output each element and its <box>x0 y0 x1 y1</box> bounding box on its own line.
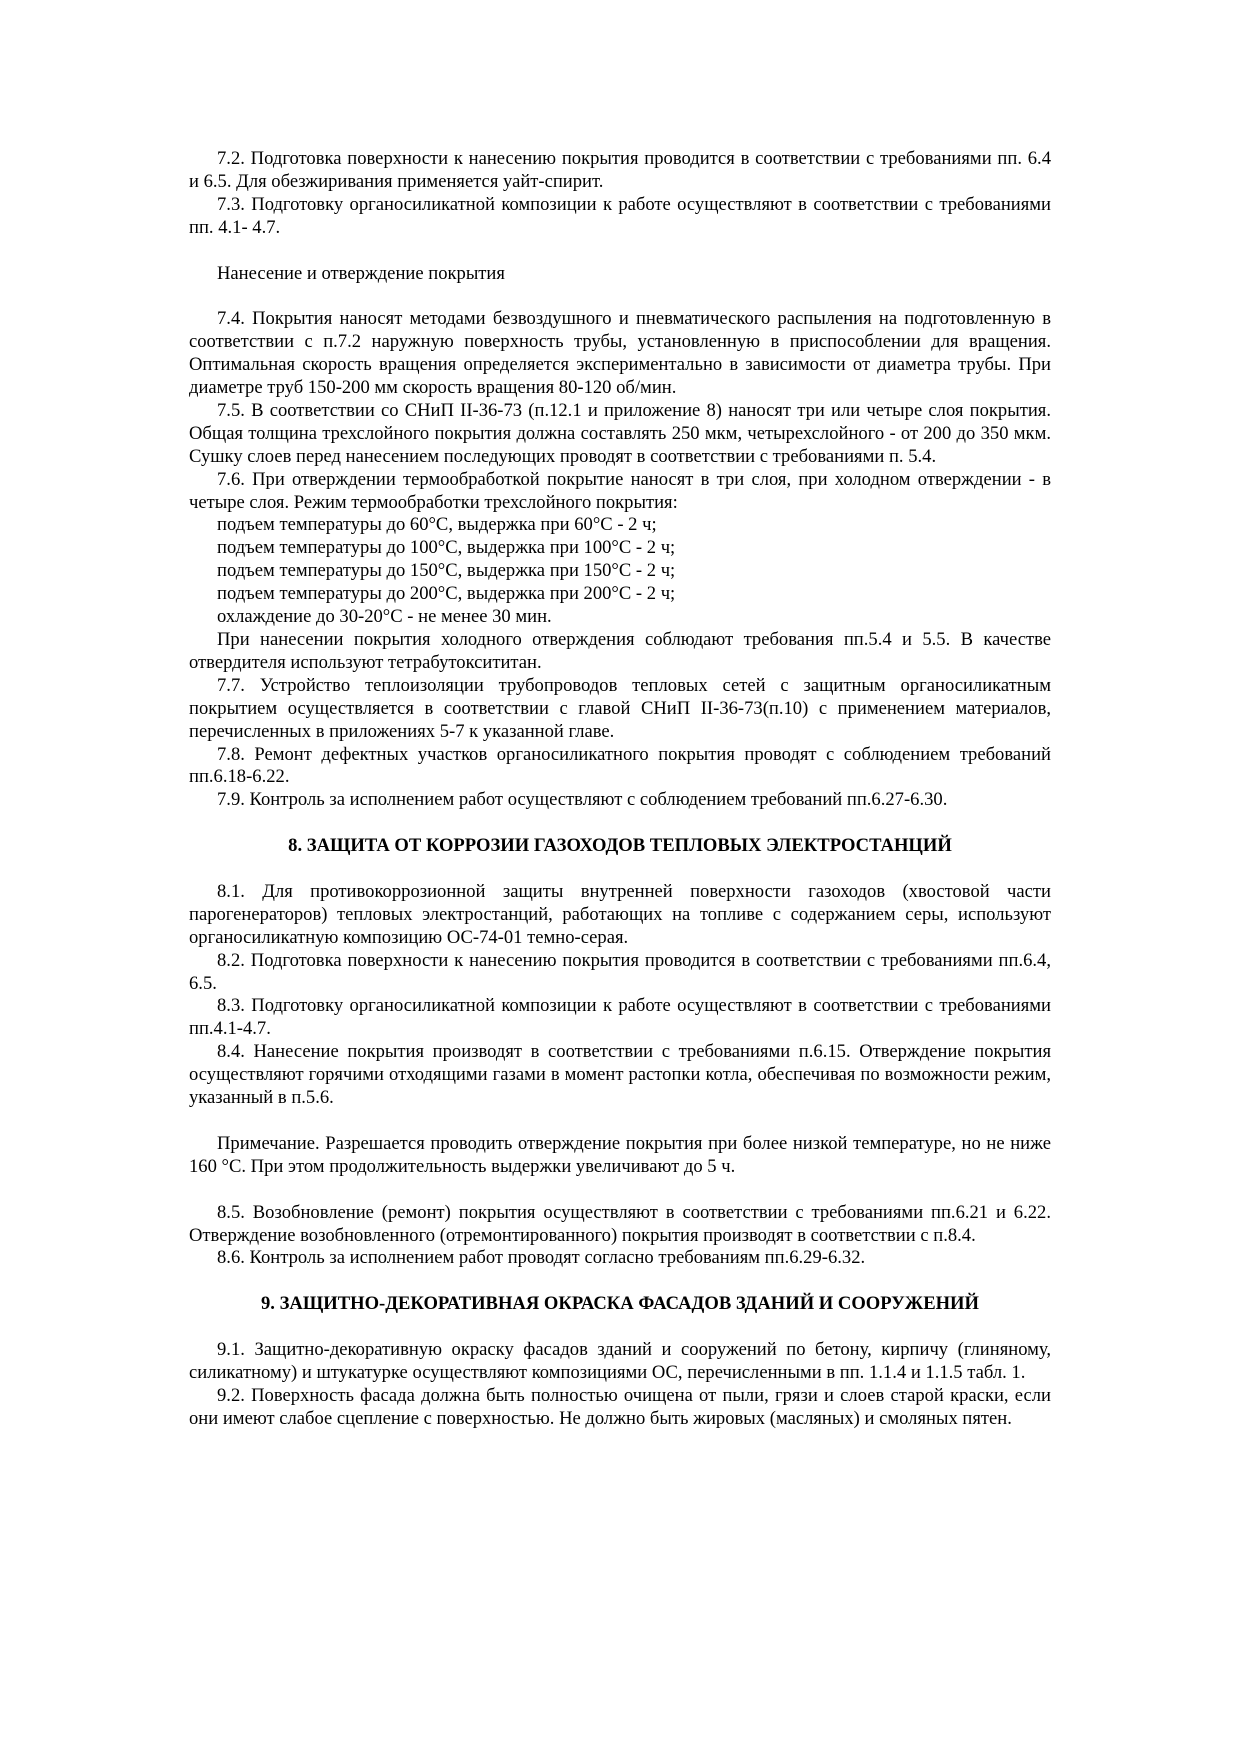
paragraph-8-1: 8.1. Для противокоррозионной защиты внутренней поверхности газоходов (хвостовой части парогенераторов) тепловых электростанций, работающих на топливе с содержанием серы, используют органосиликатную композицию ОС-74-01 темно-серая. <box>189 880 1051 948</box>
paragraph-7-7: 7.7. Устройство теплоизоляции трубопроводов тепловых сетей с защитным органосиликатным покрытием осуществляется в соответствии с главой СНиП II-36-73(п.10) с применением материалов, перечисленных в приложениях 5-7 к указанной главе. <box>189 674 1051 742</box>
spacer <box>189 812 1051 835</box>
regime-line-4: подъем температуры до 200°С, выдержка при 200°С - 2 ч; <box>217 583 676 605</box>
note-paragraph: Примечание. Разрешается проводить отверждение покрытия при более низкой температуре, но не ниже 160 °С. При этом продолжительность выдержки увеличивают до 5 ч. <box>189 1132 1051 1177</box>
paragraph-7-8: 7.8. Ремонт дефектных участков органосиликатного покрытия проводят с соблюдением требований пп.6.18-6.22. <box>189 743 1051 788</box>
spacer <box>189 1270 1051 1293</box>
paragraph-7-3: 7.3. Подготовку органосиликатной композиции к работе осуществляют в соответствии с требованиями пп. 4.1- 4.7. <box>189 193 1051 238</box>
paragraph-cold-curing: При нанесении покрытия холодного отверждения соблюдают требования пп.5.4 и 5.5. В качестве отвердителя используют тетрабутоксититан. <box>189 629 1051 673</box>
paragraph-9-2: 9.2. Поверхность фасада должна быть полностью очищена от пыли, грязи и слоев старой краски, если они имеют слабое сцепление с поверхностью. Не должно быть жировых (масляных) и смоляных пятен. <box>189 1384 1051 1429</box>
spacer <box>189 1316 1051 1339</box>
paragraph-7-9: 7.9. Контроль за исполнением работ осуществляют с соблюдением требований пп.6.27-6.30. <box>217 789 948 811</box>
paragraph-7-2: 7.2. Подготовка поверхности к нанесению покрытия проводится в соответствии с требованиями пп. 6.4 и 6.5. Для обезжиривания применяется уайт-спирит. <box>189 148 1051 192</box>
paragraph-8-5: 8.5. Возобновление (ремонт) покрытия осуществляют в соответствии с требованиями пп.6.21 и 6.22. Отверждение возобновленного (отремонтированного) покрытия производят в соответствии с п.8.4. <box>189 1201 1051 1246</box>
paragraph-7-5: 7.5. В соответствии со СНиП II-36-73 (п.12.1 и приложение 8) наносят три или четыре слоя покрытия. Общая толщина трехслойного покрытия должна составлять 250 мкм, четырехслойного - от 200 до 350 мкм. Сушку слоев перед нанесением последующих проводят в соответствии с требованиями п. 5.4. <box>189 399 1051 467</box>
spacer <box>189 285 1051 308</box>
regime-line-3: подъем температуры до 150°С, выдержка при 150°С - 2 ч; <box>217 560 676 582</box>
section-8-heading: 8. ЗАЩИТА ОТ КОРРОЗИИ ГАЗОХОДОВ ТЕПЛОВЫХ ЭЛЕКТРОСТАНЦИЙ <box>288 835 952 857</box>
document-page <box>189 148 1051 1431</box>
subheading-application: Нанесение и отверждение покрытия <box>217 262 505 284</box>
paragraph-8-2: 8.2. Подготовка поверхности к нанесению покрытия проводится в соответствии с требованиями пп.6.4, 6.5. <box>189 949 1051 994</box>
regime-line-5: охлаждение до 30-20°С - не менее 30 мин. <box>217 606 552 628</box>
paragraph-7-6: 7.6. При отверждении термообработкой покрытие наносят в три слоя, при холодном отверждении - в четыре слоя. Режим термообработки трехслойного покрытия: <box>189 468 1051 513</box>
spacer <box>189 1110 1051 1133</box>
regime-line-1: подъем температуры до 60°С, выдержка при 60°С - 2 ч; <box>217 514 657 536</box>
paragraph-8-3: 8.3. Подготовку органосиликатной композиции к работе осуществляют в соответствии с требованиями пп.4.1-4.7. <box>189 995 1051 1040</box>
regime-line-2: подъем температуры до 100°С, выдержка при 100°С - 2 ч; <box>217 537 676 559</box>
section-9-heading: 9. ЗАЩИТНО-ДЕКОРАТИВНАЯ ОКРАСКА ФАСАДОВ ЗДАНИЙ И СООРУЖЕНИЙ <box>261 1293 979 1315</box>
paragraph-9-1: 9.1. Защитно-декоративную окраску фасадов зданий и сооружений по бетону, кирпичу (глиняному, силикатному) и штукатурке осуществляют композициями ОС, перечисленными в пп. 1.1.4 и 1.1.5 табл. 1. <box>189 1339 1051 1383</box>
spacer <box>189 240 1051 263</box>
spacer <box>189 858 1051 881</box>
paragraph-7-4: 7.4. Покрытия наносят методами безвоздушного и пневматического распыления на подготовленную в соответствии с п.7.2 наружную поверхность трубы, установленную в приспособлении для вращения. Оптимальная скорость вращения определяется экспериментально в зависимости от диаметра трубы. При диаметре труб 150-200 мм скорость вращения 80-120 об/мин. <box>189 308 1051 399</box>
paragraph-8-4: 8.4. Нанесение покрытия производят в соответствии с требованиями п.6.15. Отверждение покрытия осуществляют горячими отходящими газами в момент растопки котла, обеспечивая по возможности режим, указанный в п.5.6. <box>189 1041 1051 1109</box>
paragraph-8-6: 8.6. Контроль за исполнением работ проводят согласно требованиям пп.6.29-6.32. <box>217 1247 866 1269</box>
spacer <box>189 1179 1051 1202</box>
